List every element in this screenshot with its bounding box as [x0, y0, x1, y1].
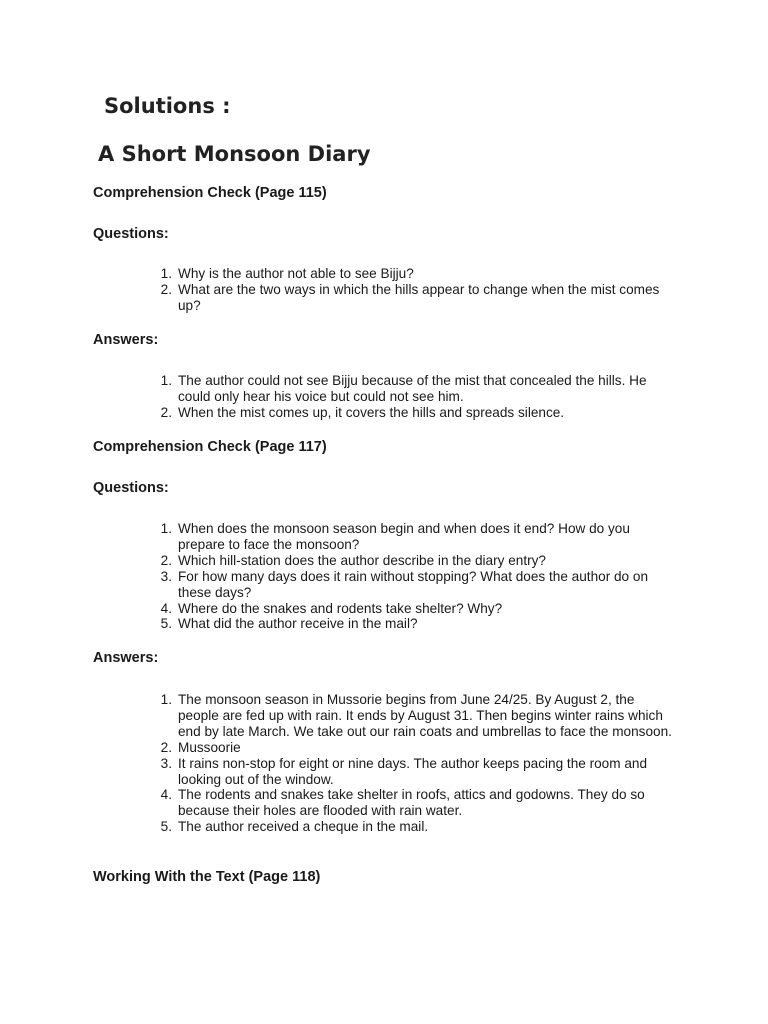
list-item: 1. Why is the author not able to see Bijju?: [160, 266, 414, 281]
questions-label: Questions:: [93, 226, 169, 242]
answers-label: Answers:: [93, 332, 159, 348]
list-item: 1. The author could not see Bijju because of the mist that concealed the hills. He could only hear his voice but could not see him.: [160, 373, 647, 404]
list-item: 1. The monsoon season in Mussorie begins from June 24/25. By August 2, the people are fed up with rain. It ends by August 31. Then begins winter rains which end by late March. We take out our rain coats and umbrellas to face the monsoon.: [160, 692, 672, 739]
solutions-heading: Solutions :: [104, 94, 231, 118]
section-heading-page-117: Comprehension Check (Page 117): [93, 439, 327, 455]
questions-label: Questions:: [93, 480, 169, 496]
section-heading-page-115: Comprehension Check (Page 115): [93, 185, 327, 201]
list-item: 2. Mussoorie: [160, 739, 241, 755]
answers-label: Answers:: [93, 650, 159, 666]
page-title: A Short Monsoon Diary: [98, 142, 371, 166]
list-item: 3. For how many days does it rain without stopping? What does the author do on these days?: [160, 568, 649, 600]
list-item: 2. What are the two ways in which the hills appear to change when the mist comes up?: [160, 281, 660, 313]
list-item: 4. The rodents and snakes take shelter in roofs, attics and godowns. They do so because their holes are flooded with rain water.: [160, 787, 645, 819]
list-item: 3. It rains non-stop for eight or nine days. The author keeps pacing the room and looking out of the window.: [160, 755, 648, 787]
list-item: 1. When does the monsoon season begin and when does it end? How do you prepare to face the monsoon?: [160, 521, 630, 552]
list-item: 5. The author received a cheque in the mail.: [160, 819, 429, 835]
answers-list: [160, 692, 678, 835]
list-item: 2. Which hill-station does the author describe in the diary entry?: [160, 552, 546, 568]
list-item: 4. Where do the snakes and rodents take shelter? Why?: [160, 600, 503, 616]
section-heading-page-118: Working With the Text (Page 118): [93, 869, 321, 885]
questions-list: [160, 521, 678, 632]
answers-list: [160, 373, 678, 421]
questions-list: [160, 266, 678, 314]
list-item: 5. What did the author receive in the mail?: [160, 616, 418, 632]
list-item: 2. When the mist comes up, it covers the hills and spreads silence.: [160, 404, 565, 420]
